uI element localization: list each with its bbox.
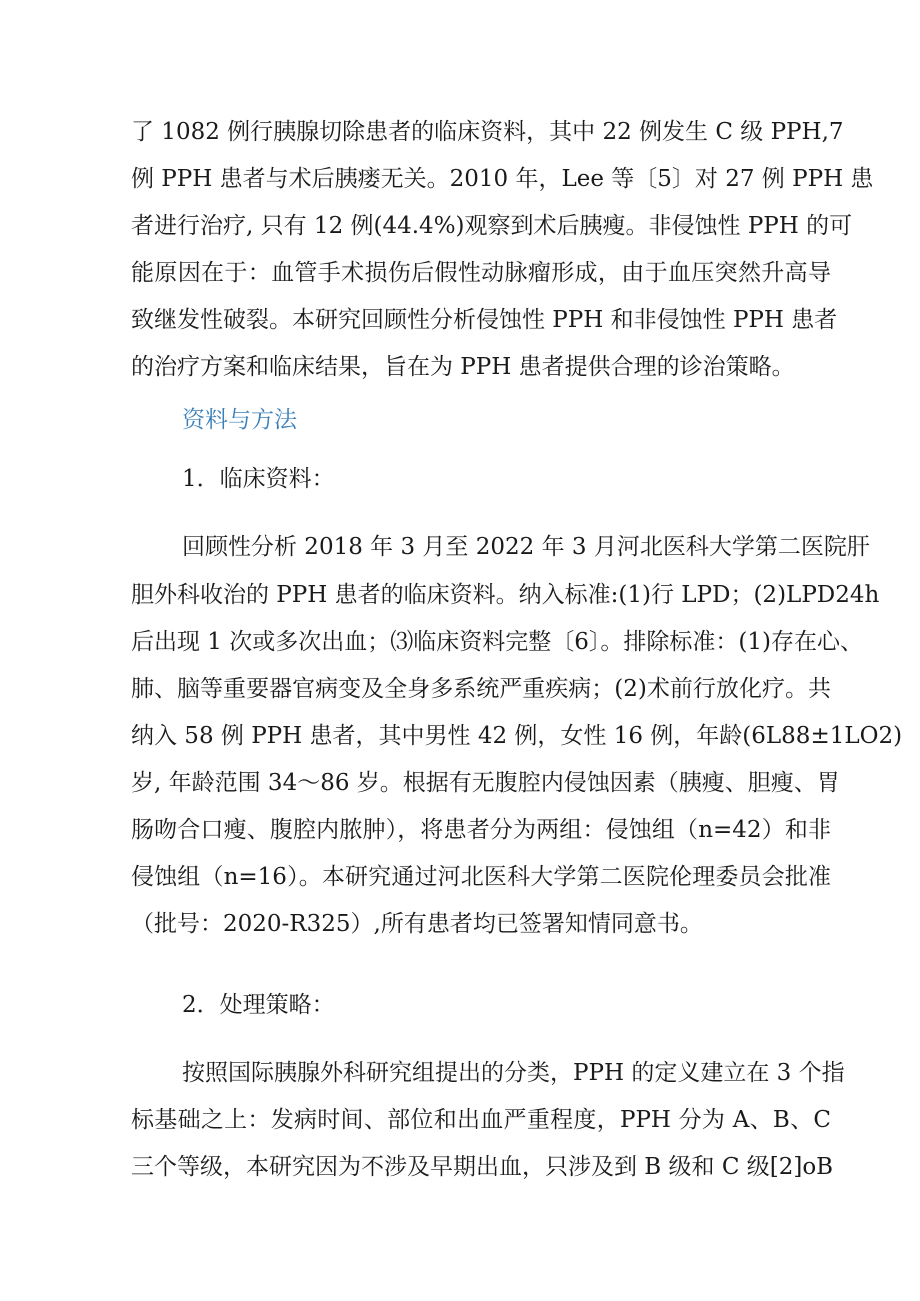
subsection-heading-1: 1．临床资料： — [182, 466, 335, 492]
para1-line-5: 纳入 58 例 PPH 患者，其中男性 42 例，女性 16 例，年龄(6L88±1LO2) — [131, 723, 903, 749]
intro-line-5: 致继发性破裂。本研究回顾性分析侵蚀性 PPH 和非侵蚀性 PPH 患者 — [131, 307, 838, 333]
para1-line-6: 岁, 年龄范围 34～86 岁。根据有无腹腔内侵蚀因素（胰瘦、胆瘦、胃 — [131, 770, 840, 796]
para1-line-2: 胆外科收治的 PPH 患者的临床资料。纳入标准:(1)行 LPD；(2)LPD24h — [131, 582, 880, 608]
para1-line-3: 后出现 1 次或多次出血；⑶临床资料完整〔6〕。排除标准：(1)存在心、 — [131, 629, 863, 655]
intro-line-2: 例 PPH 患者与术后胰瘘无关。2010 年，Lee 等〔5〕对 27 例 PPH 患 — [131, 166, 874, 192]
subsection-heading-2: 2．处理策略： — [182, 992, 335, 1018]
para2-line-1: 按照国际胰腺外科研究组提出的分类，PPH 的定义建立在 3 个指 — [182, 1060, 845, 1086]
para1-line-4: 肺、脑等重要器官病变及全身多系统严重疾病；(2)术前行放化疗。共 — [131, 676, 831, 702]
section-title: 资料与方法 — [182, 407, 297, 433]
para1-line-7: 肠吻合口瘦、腹腔内脓肿），将患者分为两组：侵蚀组（n=42）和非 — [131, 817, 831, 843]
intro-line-1: 了 1082 例行胰腺切除患者的临床资料，其中 22 例发生 C 级 PPH,7 — [131, 119, 844, 145]
para1-line-8: 侵蚀组（n=16）。本研究通过河北医科大学第二医院伦理委员会批准 — [131, 864, 831, 890]
para2-line-3: 三个等级，本研究因为不涉及早期出血，只涉及到 B 级和 C 级[2]oB — [131, 1154, 834, 1180]
para1-line-9: （批号：2020-R325）,所有患者均已签署知情同意书。 — [131, 911, 703, 937]
intro-line-3: 者进行治疗, 只有 12 例(44.4%)观察到术后胰瘦。非侵蚀性 PPH 的可 — [131, 213, 853, 239]
intro-line-6: 的治疗方案和临床结果，旨在为 PPH 患者提供合理的诊治策略。 — [131, 354, 795, 380]
para1-line-1: 回顾性分析 2018 年 3 月至 2022 年 3 月河北医科大学第二医院肝 — [182, 534, 870, 560]
para2-line-2: 标基础之上：发病时间、部位和出血严重程度，PPH 分为 A、B、C — [131, 1107, 831, 1133]
intro-line-4: 能原因在于：血管手术损伤后假性动脉瘤形成，由于血压突然升高导 — [131, 260, 831, 286]
